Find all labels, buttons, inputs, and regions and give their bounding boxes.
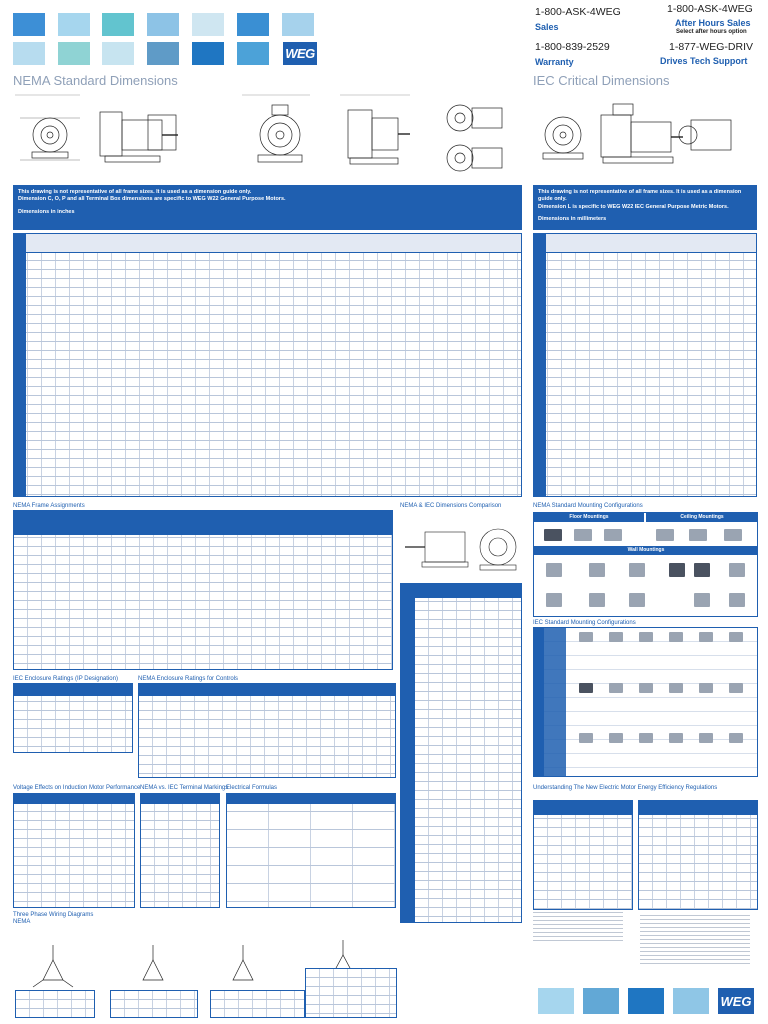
nema-enclosure-title: NEMA Enclosure Ratings for Controls [138, 676, 239, 682]
mounting-icon [544, 529, 562, 541]
color-swatch [58, 13, 90, 36]
mounting-icon [579, 733, 593, 743]
color-swatch [673, 988, 709, 1014]
mounting-icon [669, 683, 683, 693]
table-header [14, 511, 392, 535]
efficiency-regulations-title: Understanding The New Electric Motor Energy Efficiency Regulations [533, 785, 718, 791]
sales-phone: 1-800-ASK-4WEG [535, 6, 621, 18]
color-swatch [237, 13, 269, 36]
mounting-icon [604, 529, 622, 541]
efficiency-table-right [638, 800, 758, 910]
nema-section-title: NEMA Standard Dimensions [13, 73, 178, 88]
wiring-table-3 [210, 990, 305, 1018]
nema-note-line: Dimension C, O, P and all Terminal Box dimensions are specific to WEG W22 General Purpose Motors. [18, 196, 286, 203]
voltage-effects-table [13, 793, 135, 908]
terminal-markings-table [140, 793, 220, 908]
color-swatch [538, 988, 574, 1014]
drives-phone: 1-877-WEG-DRIV [669, 41, 754, 53]
color-swatch [102, 13, 134, 36]
table-header [227, 794, 395, 804]
iec-dimensions-table [533, 233, 757, 497]
wall-mountings-header: Wall Mountings [534, 546, 758, 555]
color-swatch [58, 42, 90, 65]
table-header [401, 584, 521, 598]
mounting-icon [669, 733, 683, 743]
mounting-icon [589, 593, 605, 607]
color-swatch [583, 988, 619, 1014]
mounting-icon [729, 733, 743, 743]
after-hours-phone: 1-800-ASK-4WEG [667, 3, 753, 15]
mounting-label-column [544, 628, 566, 777]
after-hours-sub: Select after hours option [676, 29, 747, 35]
iec-note-line: This drawing is not representative of all frame sizes. It is used as a dimension guide only. [538, 189, 742, 203]
mounting-icon [629, 593, 645, 607]
table-header [639, 801, 757, 815]
voltage-effects-title: Voltage Effects on Induction Motor Performance [13, 785, 141, 791]
color-swatch [102, 42, 134, 65]
mounting-icon [656, 529, 674, 541]
weg-logo: WEG [718, 988, 754, 1014]
iec-dimension-drawings [533, 90, 758, 180]
wiring-diagrams-title: Three Phase Wiring Diagrams [13, 912, 94, 918]
table-header [141, 794, 219, 804]
wiring-table-4 [305, 968, 397, 1018]
table-header [14, 794, 134, 804]
mounting-icon [699, 683, 713, 693]
iec-note-units: Dimensions in millimeters [538, 216, 607, 223]
mounting-type-column [534, 628, 544, 777]
comparison-table [400, 583, 522, 923]
drives-label: Drives Tech Support [660, 56, 748, 66]
mounting-icon [579, 683, 593, 693]
floor-mountings-header: Floor Mountings [534, 513, 644, 522]
mounting-icon [589, 563, 605, 577]
nema-mounting-title: NEMA Standard Mounting Configurations [533, 503, 643, 509]
mounting-icon [699, 632, 713, 642]
efficiency-footnotes [533, 912, 623, 942]
color-swatch [628, 988, 664, 1014]
electrical-formulas-title: Electrical Formulas [226, 785, 278, 791]
mounting-icon [639, 683, 653, 693]
iec-note-box [533, 185, 757, 230]
mounting-icon [729, 593, 745, 607]
sales-label: Sales [535, 22, 559, 32]
table-header [139, 684, 395, 696]
mounting-icon [724, 529, 742, 541]
nema-dimension-drawings [10, 90, 520, 180]
color-swatch [13, 13, 45, 36]
mounting-icon [729, 683, 743, 693]
weg-logo: WEG [283, 42, 317, 65]
frame-assignments-title: NEMA Frame Assignments [13, 503, 85, 509]
wiring-table-2 [110, 990, 198, 1018]
mounting-icon [546, 593, 562, 607]
wiring-table-1 [15, 990, 95, 1018]
mounting-icon [639, 632, 653, 642]
mounting-icon [694, 593, 710, 607]
nema-dimensions-table [13, 233, 522, 497]
iec-mounting-title: IEC Standard Mounting Configurations [533, 620, 636, 626]
nema-note-units: Dimensions in inches [18, 208, 75, 215]
electrical-formulas-table [226, 793, 396, 908]
wiring-diagrams-sub: NEMA [13, 919, 31, 925]
nema-iec-comparison-title: NEMA & IEC Dimensions Comparison [400, 503, 502, 509]
color-swatch [192, 13, 224, 36]
iec-note-line: Dimension L is specific to WEG W22 IEC General Purpose Metric Motors. [538, 203, 729, 210]
nema-mounting-grid [533, 512, 758, 617]
efficiency-notes [640, 915, 750, 965]
frame-column [534, 234, 546, 497]
mounting-icon [669, 632, 683, 642]
mounting-icon [609, 733, 623, 743]
mounting-icon [729, 563, 745, 577]
terminal-markings-title: NEMA vs. IEC Terminal Markings [140, 785, 229, 791]
warranty-phone: 1-800-839-2529 [535, 41, 610, 53]
mounting-icon [689, 529, 707, 541]
color-swatch [237, 42, 269, 65]
frame-column [401, 584, 415, 923]
table-header [534, 234, 756, 253]
after-hours-label: After Hours Sales [675, 18, 751, 28]
mounting-icon [629, 563, 645, 577]
ceiling-mountings-header: Ceiling Mountings [646, 513, 758, 522]
color-swatch [282, 13, 314, 36]
mounting-icon [546, 563, 562, 577]
color-swatch [147, 42, 179, 65]
mounting-icon [579, 632, 593, 642]
iec-enclosure-table [13, 683, 133, 753]
mounting-icon [574, 529, 592, 541]
mounting-icon [694, 563, 710, 577]
frame-column [14, 234, 26, 497]
mounting-icon [609, 683, 623, 693]
iec-mounting-grid [533, 627, 758, 777]
mounting-icon [609, 632, 623, 642]
nema-note-line: This drawing is not representative of all frame sizes. It is used as a dimension guide only. [18, 189, 252, 195]
table-header [534, 801, 632, 815]
table-header [14, 684, 132, 696]
iec-enclosure-title: IEC Enclosure Ratings (IP Designation) [13, 676, 118, 682]
iec-section-title: IEC Critical Dimensions [533, 73, 670, 88]
table-header [14, 234, 521, 253]
mounting-icon [699, 733, 713, 743]
color-swatch [13, 42, 45, 65]
frame-assignments-table [13, 510, 393, 670]
mounting-icon [639, 733, 653, 743]
efficiency-table-left [533, 800, 633, 910]
mounting-icon [729, 632, 743, 642]
comparison-drawing [400, 512, 525, 577]
mounting-icon [669, 563, 685, 577]
nema-enclosure-table [138, 683, 396, 778]
color-swatch [147, 13, 179, 36]
warranty-label: Warranty [535, 57, 574, 67]
color-swatch [192, 42, 224, 65]
nema-note-box [13, 185, 522, 230]
